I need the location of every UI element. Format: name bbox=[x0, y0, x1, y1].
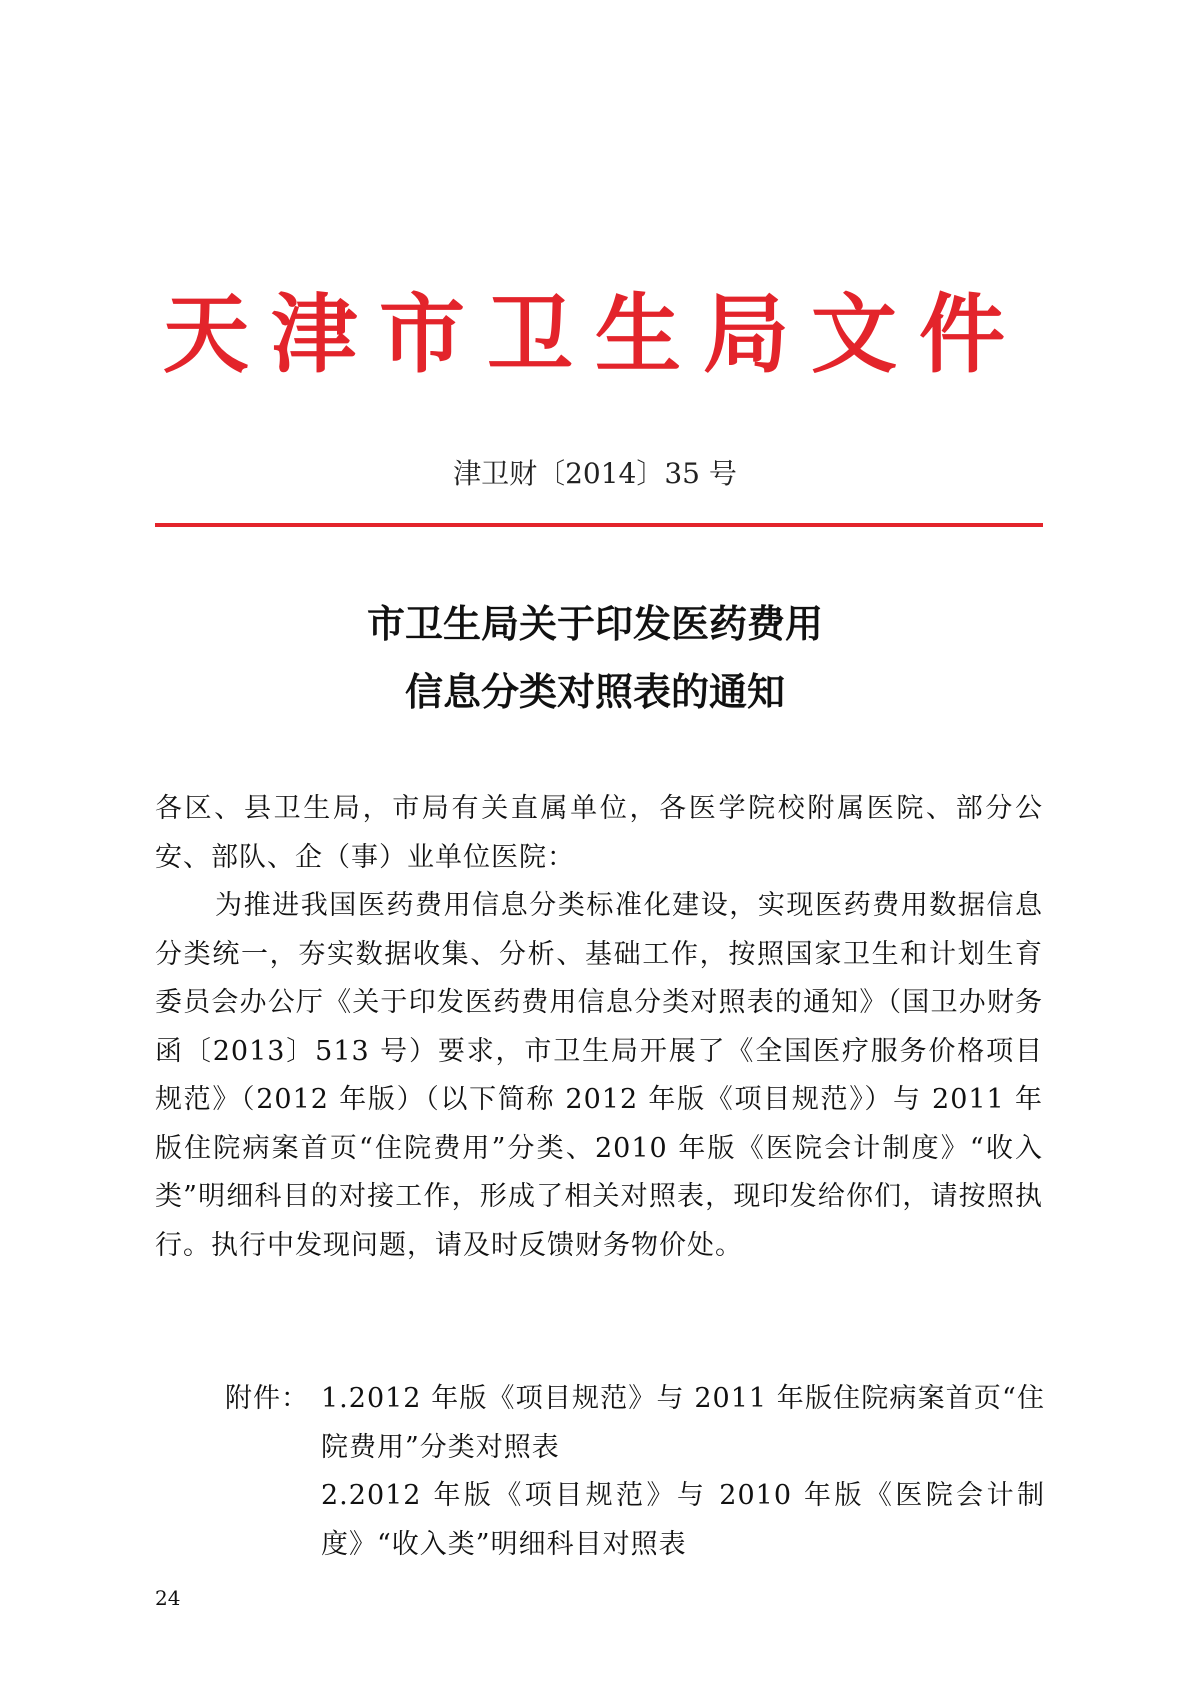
attachments-list bbox=[321, 1375, 1045, 1569]
salutation: 各区、县卫生局，市局有关直属单位，各医学院校附属医院、部分公安、部队、企（事）业单位医院： bbox=[155, 793, 1043, 873]
notice-title-line-2: 信息分类对照表的通知 bbox=[404, 669, 785, 714]
document-header-title: 天津市卫生局文件 bbox=[163, 284, 1027, 385]
body-paragraph: 为推进我国医药费用信息分类标准化建设，实现医药费用数据信息分类统一，夯实数据收集、分析、基础工作，按照国家卫生和计划生育委员会办公厅《关于印发医药费用信息分类对照表的通知》（国卫办财务函〔2013〕513 号）要求，市卫生局开展了《全国医疗服务价格项目规范》（2012 年版）（以下简称 2012 年版《项目规范》）与 2011 年版住院病案首页“住院费用”分类、2010 年版《医院会计制度》“收入类”明细科目的对接工作，形成了相关对照表，现印发给你们，请按照执行。执行中发现问题，请及时反馈财务物价处。 bbox=[155, 890, 1043, 1261]
attachments-section bbox=[225, 1375, 1045, 1569]
notice-body bbox=[155, 785, 1043, 1270]
page-number: 24 bbox=[155, 1586, 181, 1610]
notice-title bbox=[0, 590, 1190, 726]
document-number: 津卫财〔2014〕35 号 bbox=[453, 457, 737, 490]
attachments-label: 附件： bbox=[225, 1383, 309, 1414]
attachment-item-1: 1.2012 年版《项目规范》与 2011 年版住院病案首页“住院费用”分类对照表 bbox=[321, 1383, 1045, 1463]
attachment-item-2: 2.2012 年版《项目规范》与 2010 年版《医院会计制度》“收入类”明细科目对照表 bbox=[321, 1480, 1045, 1560]
notice-title-line-1: 市卫生局关于印发医药费用 bbox=[366, 601, 823, 646]
red-divider-line bbox=[155, 523, 1043, 527]
